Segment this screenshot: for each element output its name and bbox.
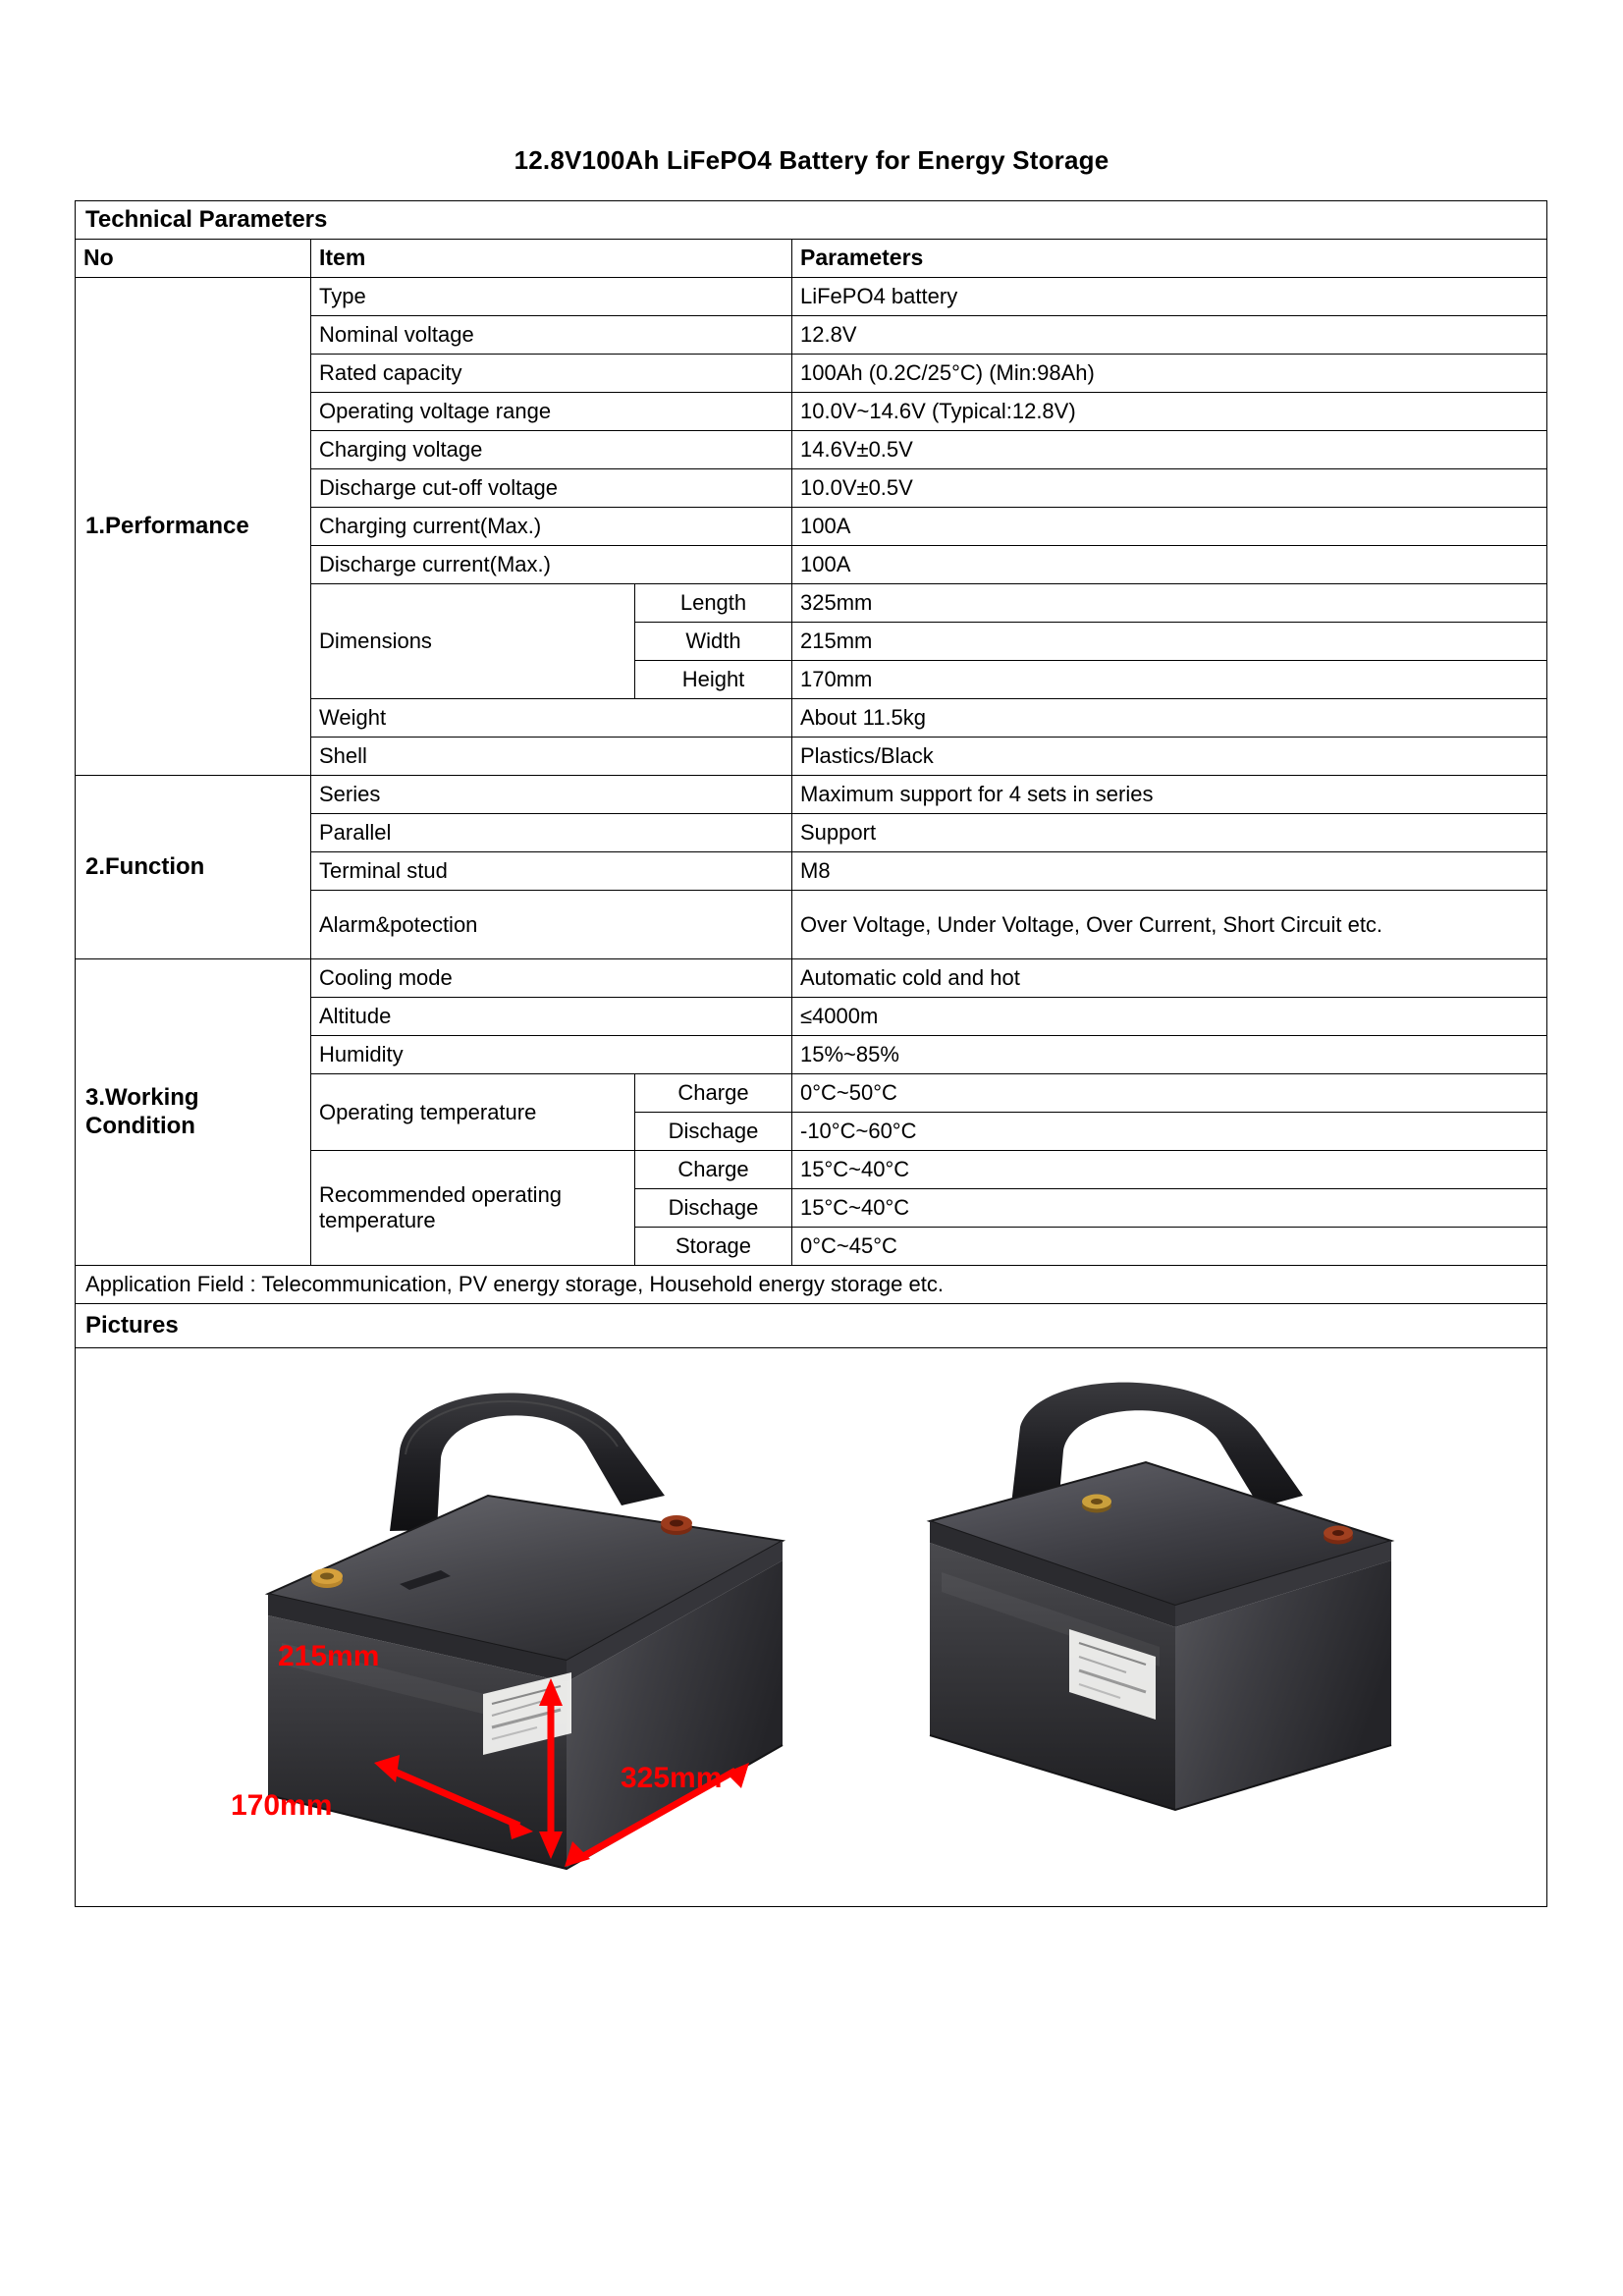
row-item: Alarm&potection: [311, 891, 792, 959]
row-item: Operating voltage range: [311, 393, 792, 431]
row-item: Shell: [311, 738, 792, 776]
pictures-header-row: [76, 1304, 1547, 1348]
table-section-header-row: [76, 201, 1547, 240]
row-value: 0°C~45°C: [792, 1228, 1547, 1266]
table-row: [76, 776, 1547, 814]
row-sub-label: Width: [635, 623, 792, 661]
row-item: Charging voltage: [311, 431, 792, 469]
row-item: Parallel: [311, 814, 792, 852]
row-item: Altitude: [311, 998, 792, 1036]
row-sub-label: Dischage: [635, 1113, 792, 1151]
technical-parameters-table: [75, 200, 1547, 1907]
row-value: 15°C~40°C: [792, 1189, 1547, 1228]
row-value: 15%~85%: [792, 1036, 1547, 1074]
section-header: Technical Parameters: [76, 201, 1547, 240]
row-value: ≤4000m: [792, 998, 1547, 1036]
row-item: Type: [311, 278, 792, 316]
row-item: Discharge cut-off voltage: [311, 469, 792, 508]
row-value: Plastics/Black: [792, 738, 1547, 776]
column-header-item: Item: [311, 240, 792, 278]
category-working-condition: 3.Working Condition: [76, 959, 311, 1266]
row-value: -10°C~60°C: [792, 1113, 1547, 1151]
row-value: LiFePO4 battery: [792, 278, 1547, 316]
row-item-dimensions: Dimensions: [311, 584, 635, 699]
table-header-row: [76, 240, 1547, 278]
battery-left: [268, 1393, 783, 1869]
row-value: 215mm: [792, 623, 1547, 661]
column-header-parameters: Parameters: [792, 240, 1547, 278]
row-value: 100A: [792, 546, 1547, 584]
row-value: Automatic cold and hot: [792, 959, 1547, 998]
row-sub-label: Height: [635, 661, 792, 699]
row-sub-label: Charge: [635, 1151, 792, 1189]
row-value: Over Voltage, Under Voltage, Over Current, Short Circuit etc.: [792, 891, 1547, 959]
row-item: Weight: [311, 699, 792, 738]
pictures-row: [76, 1348, 1547, 1907]
row-value: Support: [792, 814, 1547, 852]
application-field: Application Field : Telecommunication, PV energy storage, Household energy storage etc.: [76, 1266, 1547, 1304]
row-item: Charging current(Max.): [311, 508, 792, 546]
row-item: Discharge current(Max.): [311, 546, 792, 584]
row-item: Terminal stud: [311, 852, 792, 891]
category-function: 2.Function: [76, 776, 311, 959]
pictures-cell: [76, 1348, 1547, 1907]
table-row: [76, 278, 1547, 316]
page-title: 12.8V100Ah LiFePO4 Battery for Energy Storage: [514, 145, 1109, 175]
row-value: 10.0V±0.5V: [792, 469, 1547, 508]
row-item-recommended-operating-temperature: Recommended operating temperature: [311, 1151, 635, 1266]
row-item: Cooling mode: [311, 959, 792, 998]
pictures-label: Pictures: [76, 1304, 1547, 1348]
row-value: 14.6V±0.5V: [792, 431, 1547, 469]
row-value: 100A: [792, 508, 1547, 546]
row-sub-label: Length: [635, 584, 792, 623]
row-item: Series: [311, 776, 792, 814]
row-item: Rated capacity: [311, 355, 792, 393]
battery-right: [930, 1383, 1391, 1810]
row-value: 170mm: [792, 661, 1547, 699]
row-value: 100Ah (0.2C/25°C) (Min:98Ah): [792, 355, 1547, 393]
row-item-operating-temperature: Operating temperature: [311, 1074, 635, 1151]
row-value: 0°C~50°C: [792, 1074, 1547, 1113]
dimension-label-depth: 170mm: [231, 1789, 333, 1822]
row-value: 325mm: [792, 584, 1547, 623]
application-field-row: [76, 1266, 1547, 1304]
row-value: 12.8V: [792, 316, 1547, 355]
dimension-label-height: 215mm: [278, 1640, 380, 1672]
row-sub-label: Charge: [635, 1074, 792, 1113]
table-row: [76, 959, 1547, 998]
row-value: 10.0V~14.6V (Typical:12.8V): [792, 393, 1547, 431]
row-item: Humidity: [311, 1036, 792, 1074]
row-value: 15°C~40°C: [792, 1151, 1547, 1189]
row-sub-label: Dischage: [635, 1189, 792, 1228]
row-value: M8: [792, 852, 1547, 891]
product-images: [76, 1348, 1546, 1906]
column-header-no: No: [76, 240, 311, 278]
row-sub-label: Storage: [635, 1228, 792, 1266]
row-item: Nominal voltage: [311, 316, 792, 355]
category-performance: 1.Performance: [76, 278, 311, 776]
dimension-label-length: 325mm: [621, 1762, 723, 1794]
row-value: Maximum support for 4 sets in series: [792, 776, 1547, 814]
row-value: About 11.5kg: [792, 699, 1547, 738]
